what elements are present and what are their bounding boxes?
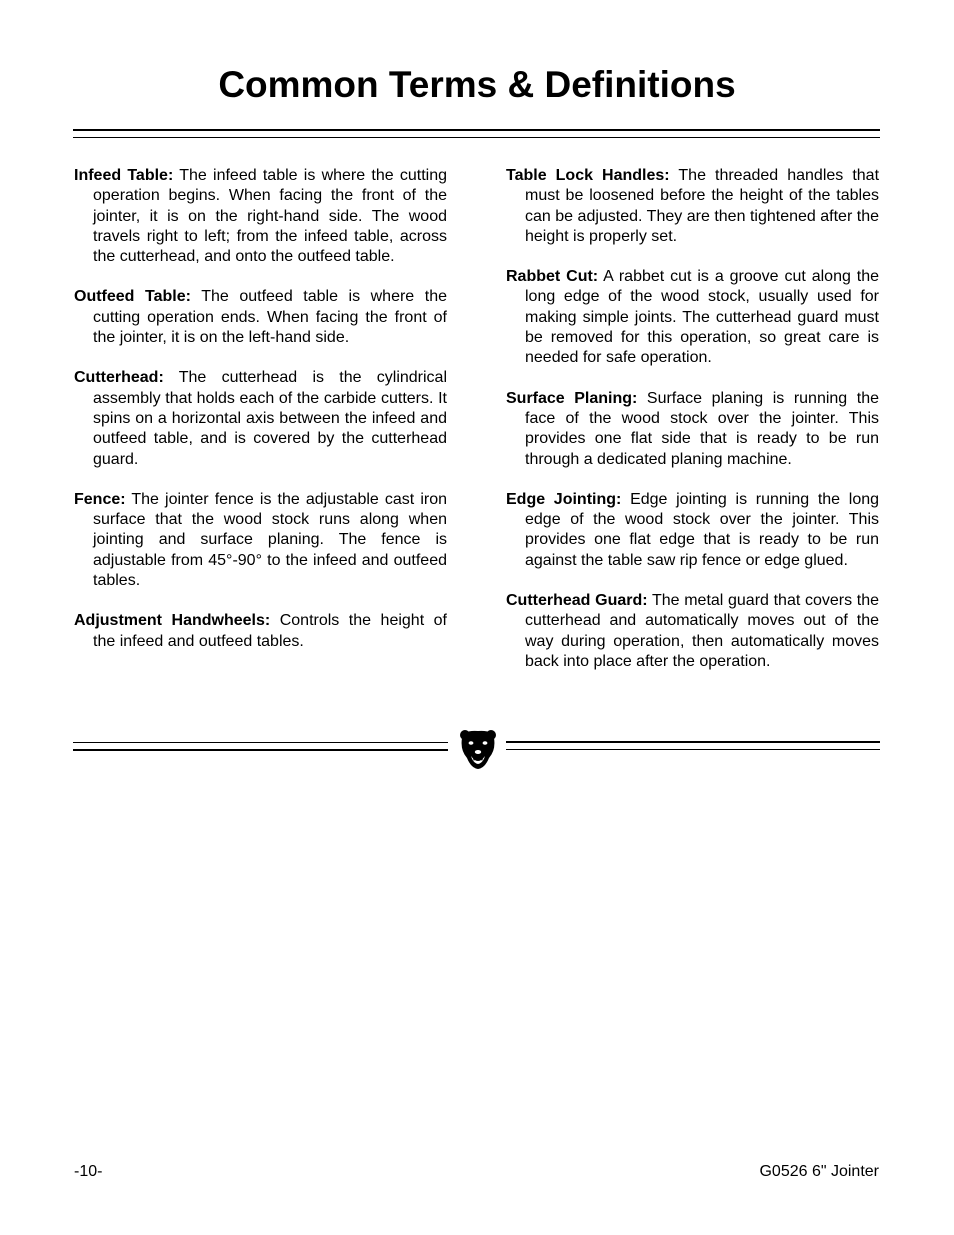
separator-right-rule-top (506, 741, 880, 743)
bear-head-icon (459, 728, 497, 770)
term-label: Cutterhead: (74, 369, 164, 387)
separator-left-rule-top (73, 742, 448, 743)
term-label: Adjustment Handwheels: (74, 612, 271, 630)
term-definition: A rabbet cut is a groove cut along the long edge of the wood stock, usually used for making simple joints. The cutterhead guard must be removed for this operation, so great care is needed for safe operation. (525, 268, 880, 367)
term-label: Cutterhead Guard: (506, 592, 648, 610)
definition-infeed-table (74, 166, 447, 267)
term-definition: The jointer fence is the adjustable cast iron surface that the wood stock runs along when jointing and surface planing. The fence is adjustable from 45°-90° to the infeed and outfeed tables. (93, 490, 448, 590)
term-label: Rabbet Cut: (506, 268, 599, 286)
term-definition: The threaded handles that must be loosened before the height of the tables can be adjusted. They are then tightened after the height is properly set. (525, 167, 880, 245)
definition-adjustment-handwheels (74, 611, 447, 652)
term-definition: The outfeed table is where the cutting operation ends. When facing the front of the jointer, it is on the left-hand side. (93, 288, 447, 347)
definition-surface-planing (506, 389, 879, 470)
term-definition: The infeed table is where the cutting operation begins. When facing the front of the jointer, it is on the right-hand side. The wood travels right to left; from the infeed table, across the cutterhead, and onto the outfeed table. (93, 167, 448, 266)
definition-cutterhead (74, 368, 447, 469)
definition-fence (74, 490, 447, 591)
term-definition: Surface planing is running the face of the wood stock over the jointer. This provides one flat side that is ready to be run through a dedicated planing machine. (525, 389, 879, 468)
term-label: Table Lock Handles: (506, 167, 670, 184)
right-definitions-column (506, 166, 879, 692)
term-label: Infeed Table: (74, 167, 174, 184)
title-rule-top (73, 129, 880, 131)
definition-edge-jointing (506, 490, 879, 571)
definition-outfeed-table (74, 287, 447, 348)
definition-rabbet-cut (506, 267, 879, 368)
term-label: Edge Jointing: (506, 490, 622, 508)
term-definition: The metal guard that covers the cutterhead and automatically moves out of the way during operation, then automatically moves back into place after the operation. (525, 592, 880, 670)
term-label: Fence: (74, 490, 126, 508)
title-rule-bottom (73, 137, 880, 138)
term-label: Outfeed Table: (74, 288, 191, 306)
term-label: Surface Planing: (506, 389, 638, 407)
term-definition: Edge jointing is running the long edge of the wood stock over the jointer. This provides one flat edge that is ready to be run against the table saw rip fence or edge glued. (525, 490, 880, 569)
definition-table-lock-handles (506, 166, 879, 247)
page-title: Common Terms & Definitions (218, 64, 736, 105)
separator-right-rule-bottom (506, 749, 880, 750)
separator-left-rule-bottom (73, 749, 448, 751)
footer-model-name: G0526 6" Jointer (759, 1163, 879, 1180)
left-definitions-column (74, 166, 447, 672)
term-definition: The cutterhead is the cylindrical assembly that holds each of the carbide cutters. It spins on a horizontal axis between the infeed and outfeed table, and is covered by the cutterhead guard. (93, 369, 447, 468)
term-definition: Controls the height of the infeed and outfeed tables. (93, 612, 447, 650)
page-number: -10- (74, 1163, 103, 1180)
definition-cutterhead-guard (506, 591, 879, 672)
